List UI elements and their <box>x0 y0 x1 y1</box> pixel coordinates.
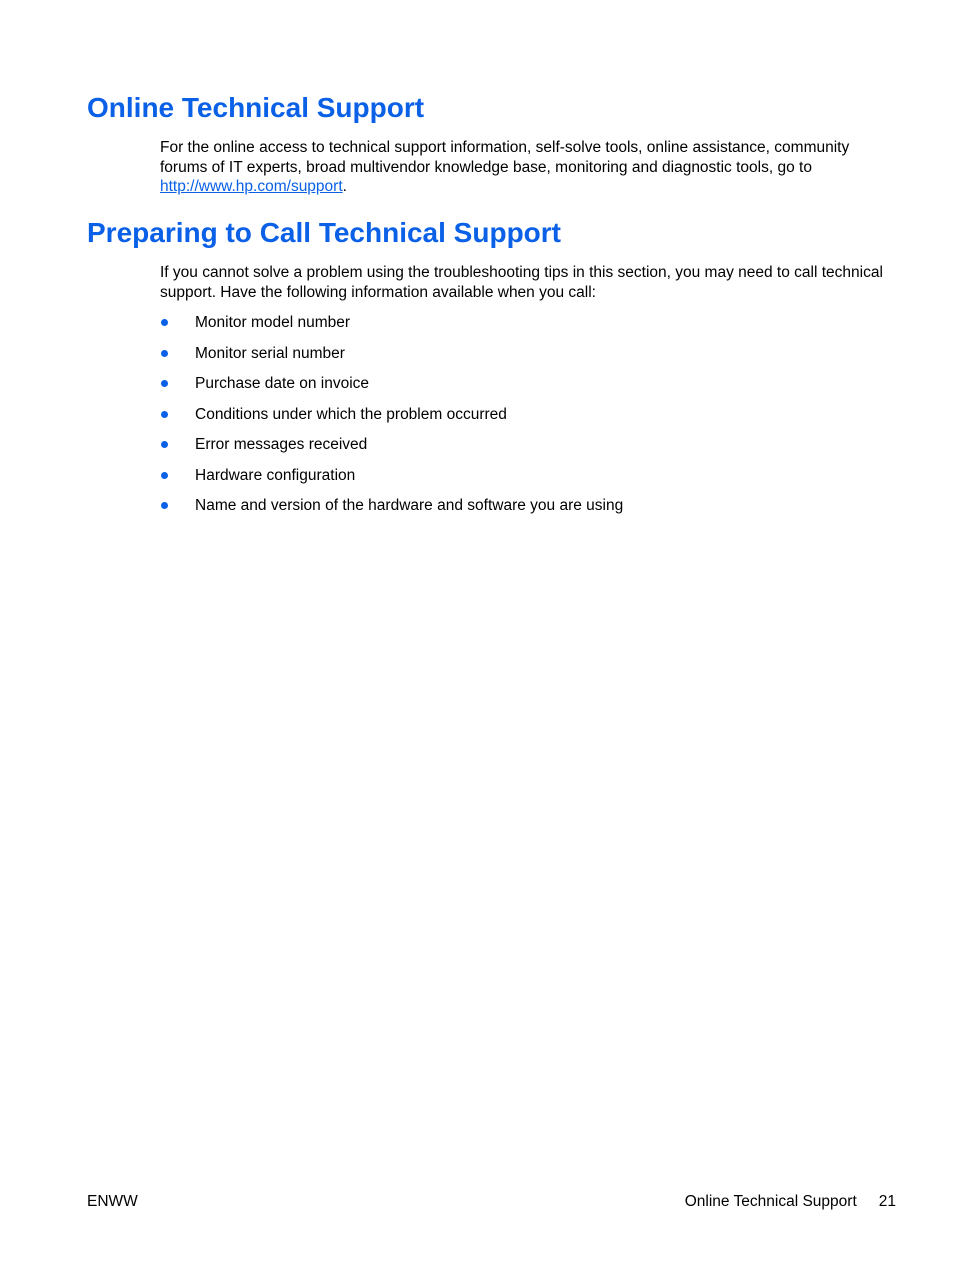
footer-locale-code: ENWW <box>87 1193 138 1210</box>
bullet-icon <box>161 441 168 448</box>
bullet-icon <box>161 319 168 326</box>
bullet-icon <box>161 380 168 387</box>
hp-support-link[interactable]: http://www.hp.com/support <box>160 178 343 195</box>
list-item-text: Monitor serial number <box>195 344 345 362</box>
list-item-text: Error messages received <box>195 436 368 453</box>
page-number: 21 <box>878 1193 896 1210</box>
list-item-text: Conditions under which the problem occurred <box>195 405 507 423</box>
preparing-call-paragraph: If you cannot solve a problem using the troubleshooting tips in this section, you may need to call technical support. Have the following information available when you call: <box>160 264 883 301</box>
online-support-text: For the online access to technical support information, self-solve tools, online assistance, community forums of IT experts, broad multivendor knowledge base, monitoring and diagnostic tools, go to <box>160 139 850 176</box>
list-item-text: Hardware configuration <box>195 466 356 484</box>
bullet-icon <box>161 472 168 479</box>
bullet-icon <box>161 502 168 509</box>
section-heading-preparing-to-call: Preparing to Call Technical Support <box>87 217 561 248</box>
bullet-icon <box>161 350 168 357</box>
online-support-paragraph <box>160 138 890 197</box>
footer-page-info <box>685 1192 896 1211</box>
footer-section-title: Online Technical Support <box>684 1193 857 1210</box>
bullet-icon <box>161 411 168 418</box>
list-item-text: Name and version of the hardware and software you are using <box>195 497 624 514</box>
list-item-text: Monitor model number <box>195 314 351 331</box>
online-support-text-end: . <box>342 178 347 195</box>
list-item-text: Purchase date on invoice <box>195 375 370 392</box>
section-heading-online-technical-support: Online Technical Support <box>87 92 425 123</box>
